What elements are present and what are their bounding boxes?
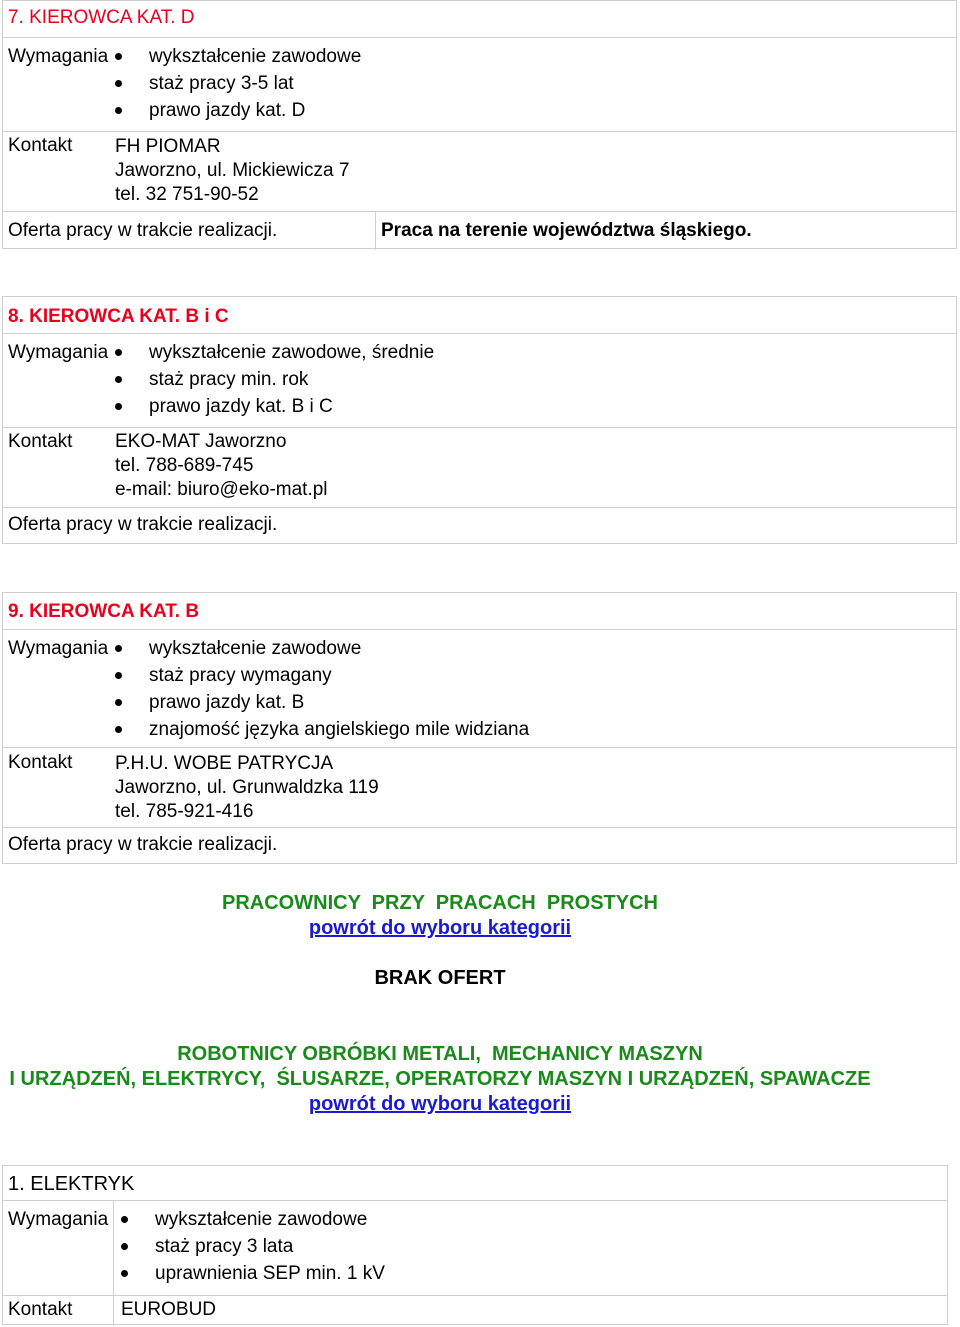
offer-title: 7. KIEROWCA KAT. D — [8, 7, 195, 28]
requirements-label: Wymagania — [8, 1209, 109, 1230]
status-row — [3, 507, 956, 545]
contact-row — [3, 131, 956, 212]
status-row — [3, 827, 956, 865]
contact-row — [3, 427, 956, 508]
requirement-item: staż pracy wymagany — [115, 662, 529, 689]
offer-title: 1. ELEKTRYK — [8, 1173, 135, 1195]
requirements-row — [3, 37, 956, 132]
divider — [375, 212, 376, 250]
contact-line: FH PIOMAR — [115, 136, 221, 157]
requirements-row — [3, 1200, 947, 1296]
requirements-row — [3, 629, 956, 748]
requirement-item: uprawnienia SEP min. 1 kV — [121, 1260, 385, 1287]
offer-status: Oferta pracy w trakcie realizacji. — [8, 220, 278, 241]
contact-label: Kontakt — [8, 1299, 73, 1320]
offer-title: 9. KIEROWCA KAT. B — [8, 601, 200, 622]
section-heading-metal-line1: ROBOTNICY OBRÓBKI METALI, MECHANICY MASZYN — [177, 1043, 703, 1065]
offer-9 — [2, 592, 957, 864]
contact-line: EKO-MAT Jaworzno — [115, 431, 287, 452]
contact-row — [3, 747, 956, 828]
requirement-item: staż pracy min. rok — [115, 366, 434, 393]
work-region: Praca na terenie województwa śląskiego. — [381, 220, 752, 241]
offer-status: Oferta pracy w trakcie realizacji. — [8, 834, 278, 855]
requirement-item: wykształcenie zawodowe — [121, 1206, 385, 1233]
contact-line: tel. 788-689-745 — [115, 455, 254, 476]
requirements-row — [3, 333, 956, 428]
contact-line: EUROBUD — [121, 1299, 217, 1320]
offer-7 — [2, 0, 957, 249]
no-offers-text: BRAK OFERT — [374, 967, 506, 989]
contact-details — [115, 135, 349, 207]
back-to-categories-link[interactable]: powrót do wyboru kategorii — [308, 1093, 572, 1115]
contact-line: e-mail: biuro@eko-mat.pl — [115, 479, 328, 500]
requirement-item: prawo jazdy kat. B i C — [115, 393, 434, 420]
requirement-item: wykształcenie zawodowe — [115, 43, 361, 70]
contact-details — [115, 430, 328, 502]
back-link-container — [0, 1093, 880, 1116]
requirement-item: staż pracy 3 lata — [121, 1233, 385, 1260]
requirements-label: Wymagania — [8, 342, 109, 363]
back-to-categories-link[interactable]: powrót do wyboru kategorii — [308, 917, 572, 939]
offer-title: 8. KIEROWCA KAT. B i C — [8, 306, 229, 327]
requirement-item: wykształcenie zawodowe, średnie — [115, 339, 434, 366]
requirement-item: staż pracy 3-5 lat — [115, 70, 361, 97]
divider — [113, 1296, 114, 1326]
requirements-list — [115, 339, 434, 420]
contact-line: Jaworzno, ul. Mickiewicza 7 — [115, 160, 350, 181]
contact-details — [121, 1298, 216, 1322]
back-link-container — [0, 917, 880, 940]
contact-label: Kontakt — [8, 752, 73, 773]
requirement-item: znajomość języka angielskiego mile widziana — [115, 716, 529, 743]
contact-label: Kontakt — [8, 135, 73, 156]
section-heading-metal-line2: I URZĄDZEŃ, ELEKTRYCY, ŚLUSARZE, OPERATORZY MASZYN I URZĄDZEŃ, SPAWACZE — [9, 1068, 871, 1090]
section-heading-simple-work: PRACOWNICY PRZY PRACACH PROSTYCH — [222, 892, 658, 914]
contact-line: tel. 785-921-416 — [115, 801, 254, 822]
contact-line: P.H.U. WOBE PATRYCJA — [115, 753, 334, 774]
status-row — [3, 211, 956, 250]
requirement-item: wykształcenie zawodowe — [115, 635, 529, 662]
offer-electrician — [2, 1165, 948, 1325]
contact-label: Kontakt — [8, 431, 73, 452]
offer-status: Oferta pracy w trakcie realizacji. — [8, 514, 278, 535]
contact-row — [3, 1295, 947, 1326]
contact-line: tel. 32 751-90-52 — [115, 184, 259, 205]
divider — [113, 1201, 114, 1296]
contact-line: Jaworzno, ul. Grunwaldzka 119 — [115, 777, 379, 798]
requirement-item: prawo jazdy kat. B — [115, 689, 529, 716]
requirements-list — [121, 1206, 385, 1287]
offer-8 — [2, 296, 957, 544]
requirements-list — [115, 43, 361, 124]
requirement-item: prawo jazdy kat. D — [115, 97, 361, 124]
requirements-list — [115, 635, 529, 743]
requirements-label: Wymagania — [8, 638, 109, 659]
requirements-label: Wymagania — [8, 46, 109, 67]
contact-details — [115, 752, 379, 824]
